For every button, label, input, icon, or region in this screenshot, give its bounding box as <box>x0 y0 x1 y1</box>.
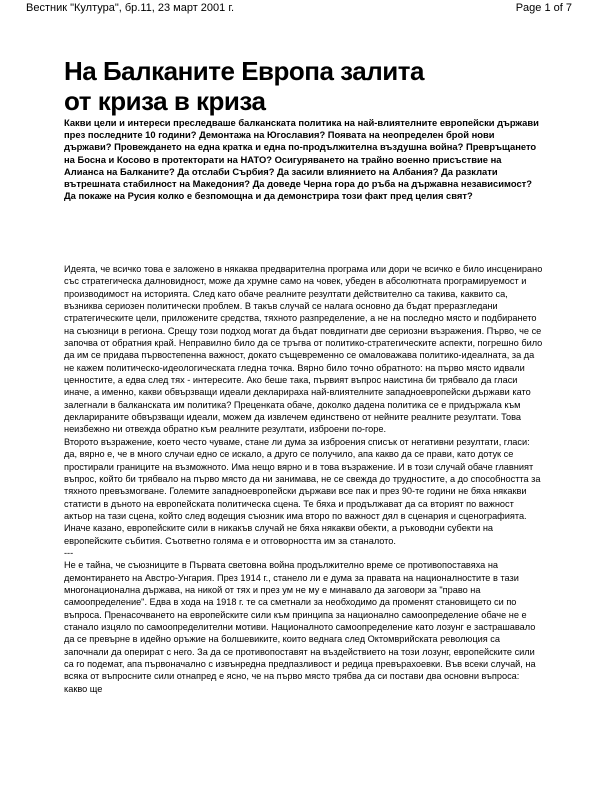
article-lead: Какви цели и интереси преследваше балканската политика на най-влиятелните европейски държави през последните 10 години? Демонтажа на Югославия? Появата на неопределен брой нови държави? Провеждането на една кратка и една по-продължителна въздушна война? Превръщането на Босна и Косово в протекторати на НАТО? Осигуряването на трайно военно присъствие на Алианса на Балканите? Да отслаби Сърбия? Да засили влиянието на Албания? Да разклати вътрешната стабилност на Македония? Да доведе Черна гора до ръба на държавна независимост? Да покаже на Русия колко е безпомощна и да демонстрира този факт пред целия свят? <box>64 117 539 202</box>
title-line-2: от криза в криза <box>64 86 266 116</box>
paragraph: Не е тайна, че съюзниците в Първата световна война продължително време се противопоставяха на демонтирането на Австро-Унгария. През 1914 г., станело ли е дума за правата на националностите в тази многонационална държава, на никой от тях и през ум не му е минавало да заговори за "право на самоопределение". Едва в хода на 1918 г. те са сметнали за необходимо да променят становището си по въпроса. Пренасочването на европейските сили към принципа за национално самоопределение обаче не е станало изцяло по самоопределителни мотиви. Националното самоопределение като лозунг е застрашавало да се превърне в идейно оръжие на болшевиките, които веднага след Октомврийската революция са започнали да оперират с него. За да се противопоставят на въздействието на този лозунг, европейските сили са го подемат, апа първоначално с извънредна предпазливост и редица превърахоевки. Във всеки случай, на всяка от въпросните сили отнапред е ясно, че на първо място трябва да си постави два основни въпроса: какво ще <box>64 560 536 694</box>
paragraph: Идеята, че всичко това е заложено в някаква предварителна програма или дори че всичко е било инсценирано със стратегическа далновидност, може да хрумне само на човек, убеден в абсолютната програмируемост и производимост на историята. След като обаче реалните резултати действително са такива, каквито са, възниква сериозен политически проблем. В такъв случай се налага основно да бъдат преразгледани стратегическите цели, приложените средства, тяхното разпределение, а не на последно място и подбирането на съюзници в региона. Срещу този подход могат да бъдат повдигнати две сериозни възражения. Първо, че се започва от обратния край. Неправилно било да се тръгва от политико-стратегическите аспекти, погрешно било да им се придава първостепенна важност, докато същевременно се омаловажава политико-идеалната, за да не кажем политическо-идеологическата гледна точка. Вярно било точно обратното: на първо място идвали ценностите, а едва след тях - интересите. Ако беше така, първият въпрос наистина би трябвало да гласи иначе, а именно, какви обвързващи идеали декларираха най-влиятелните западноевропейски държави като залегнали в балканската им политика? Преценката обаче, доколко дадена политика се е придържала към декларираните обвързващи идеали, можем да извлечем единствено от нейните реалните резултати. Това неизбежно ни отвежда обратно към реалните резултати, изброени по-горе. <box>64 264 543 435</box>
article-title <box>64 56 504 116</box>
section-divider: --- <box>64 547 74 558</box>
article-body <box>64 263 544 695</box>
title-line-1: На Балканите Европа залита <box>64 56 424 86</box>
paragraph: Второто възражение, което често чуваме, стане ли дума за изброения списък от негативни резултати, гласи: да, вярно е, че в много случаи едно се искало, а друго се получило, апа какво да се прави, като дотук се простирали границите на възможното. Има нещо вярно и в това възражение. И в този случай обаче главният въпрос, който би трябвало на първо място да ни занимава, не се свежда до трудностите, а до способността за тяхното превъзмогване. Големите западноевропейски държави все пак и през 90-те години не бяха някакви статисти в дъното на европейската политическа сцена. Те бяха и продължават да са вторият по важност актьор на тази сцена, който след водещия съюзник има второ по важност дял в сценария и сценографията. Иначе казано, европейските сили в никакъв случай не бяха някакви обекти, а ръководни субекти на европейските събития. Съответно голяма е и отговорността им за станалото. <box>64 436 541 546</box>
page-number: Page 1 of 7 <box>515 2 572 14</box>
document-source: Вестник "Култура", бр.11, 23 март 2001 г. <box>26 2 235 14</box>
